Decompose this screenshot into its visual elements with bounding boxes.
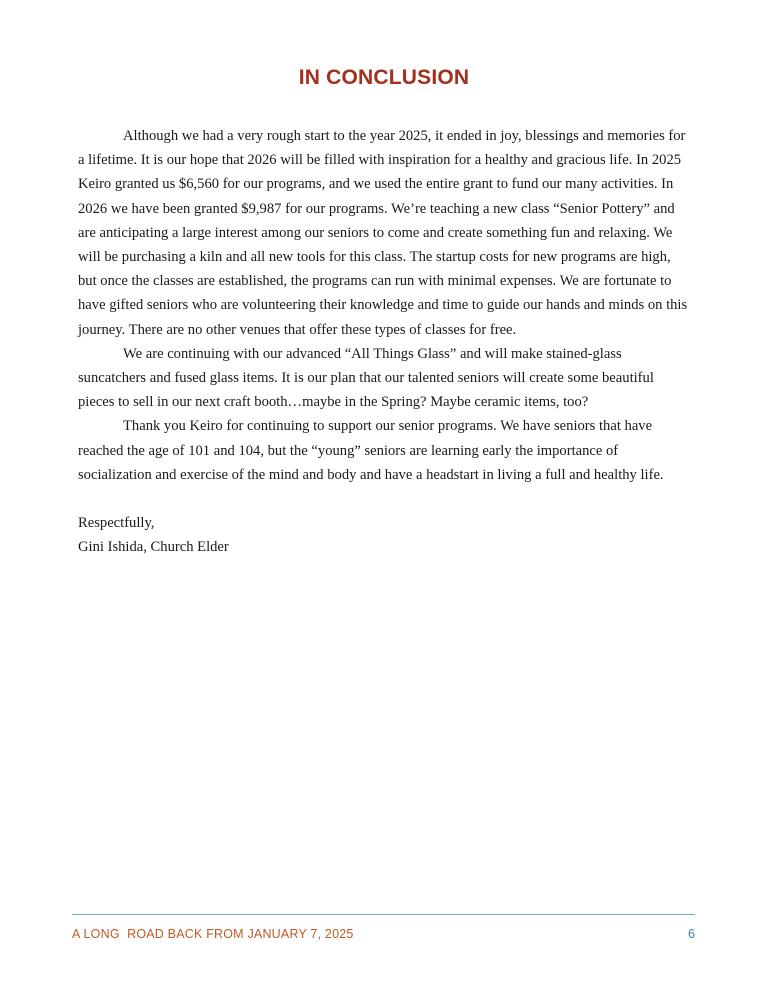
signature: Gini Ishida, Church Elder xyxy=(78,539,229,556)
footer-divider xyxy=(72,914,695,915)
closing-block xyxy=(78,511,692,559)
page-title: IN CONCLUSION xyxy=(298,66,470,89)
paragraph-2: We are continuing with our advanced “All Things Glass” and will make stained-glass suncatchers and fused glass items. It is our plan that our talented seniors will create some beautiful pieces to sell in our next craft booth…maybe in the Spring? Maybe ceramic items, too? xyxy=(78,345,654,411)
footer-running-title: A LONG ROAD BACK FROM JANUARY 7, 2025 xyxy=(72,927,354,941)
paragraph-3: Thank you Keiro for continuing to support our senior programs. We have seniors that have reached the age of 101 and 104, but the “young” seniors are learning early the importance of socialization and exercise of the mind and body and have a headstart in living a full and healthy life. xyxy=(78,418,664,483)
page-number: 6 xyxy=(688,927,695,941)
body-text xyxy=(78,124,692,559)
closing-salutation: Respectfully, xyxy=(78,515,155,532)
paragraph-1: Although we had a very rough start to the year 2025, it ended in joy, blessings and memories for a lifetime. It is our hope that 2026 will be filled with inspiration for a healthy and gracious life. In 2025 Keiro granted us $6,560 for our programs, and we used the entire grant to fund our many activities. In 2026 we have been granted $9,987 for our programs. We’re teaching a new class “Senior Pottery” and are anticipating a large interest among our seniors to come and create something fun and relaxing. We will be purchasing a kiln and all new tools for this class. The startup costs for new programs are high, but once the classes are established, the programs can run with minimal expenses. We are fortunate to have gifted seniors who are volunteering their knowledge and time to guide our hands and minds on this journey. There are no other venues that offer these types of classes for free. xyxy=(78,128,688,338)
